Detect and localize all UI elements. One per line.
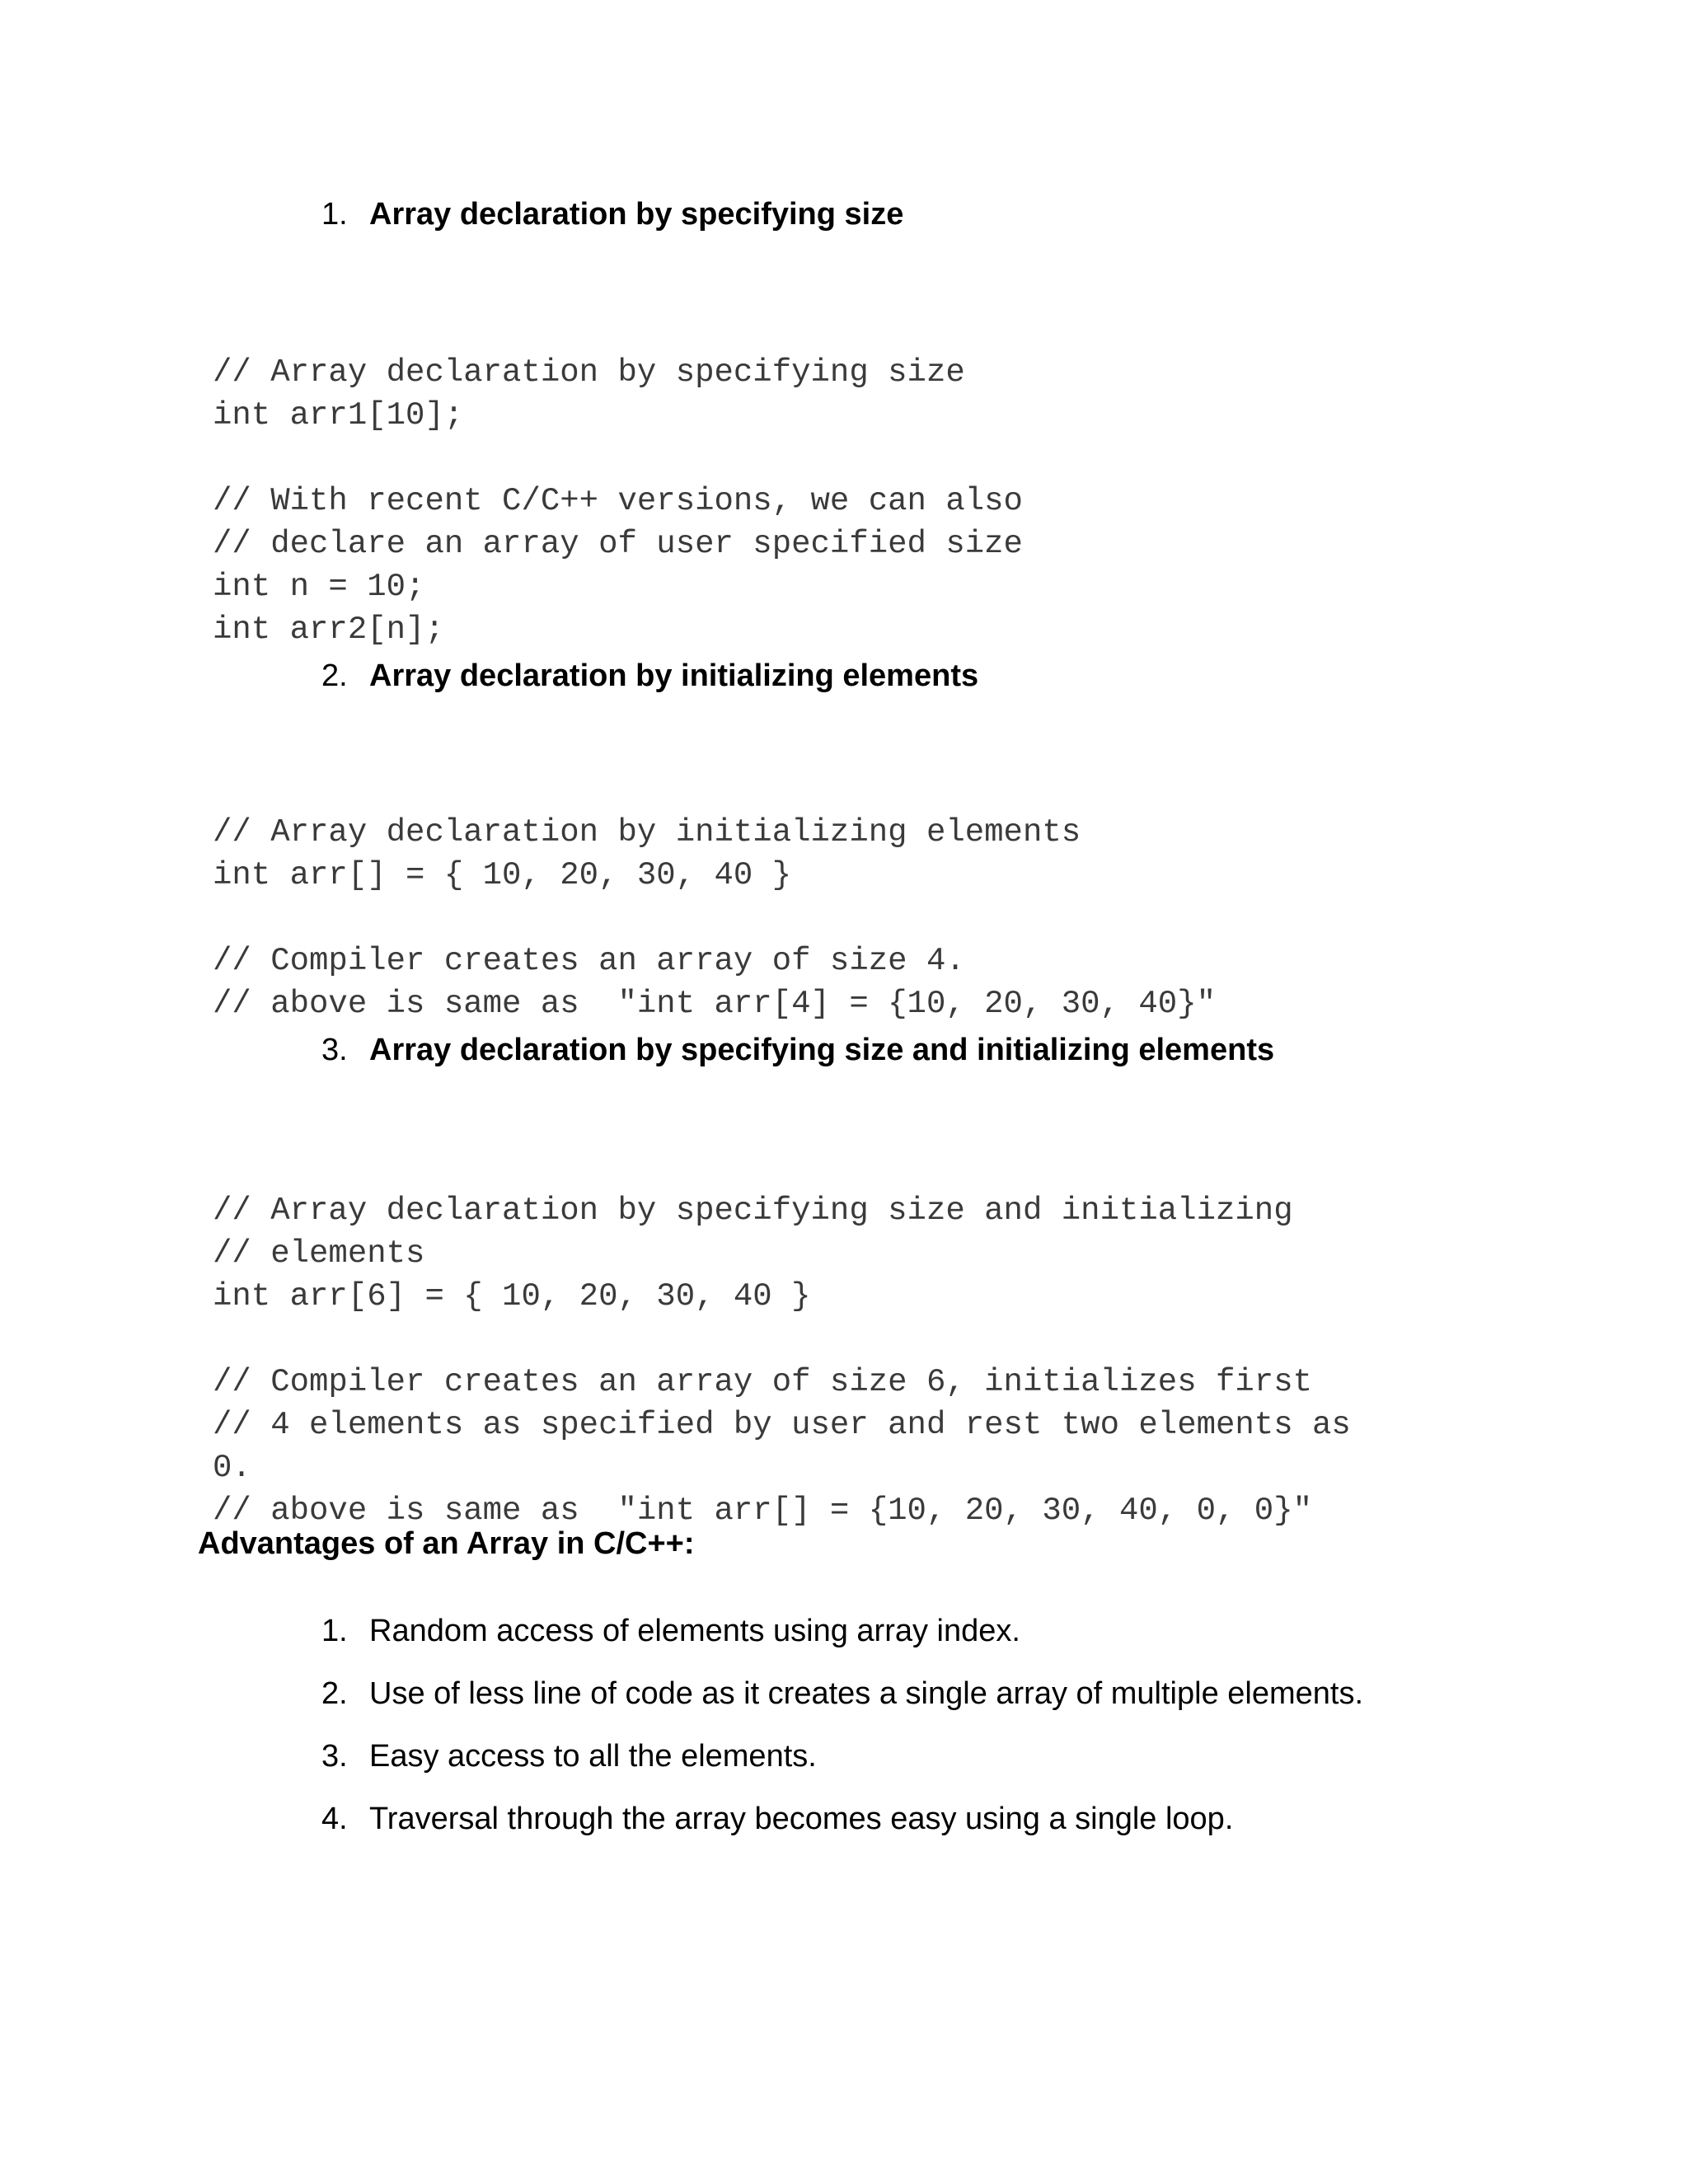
code-block-2 xyxy=(213,811,1216,1025)
code-line: // Array declaration by specifying size and initializing xyxy=(213,1193,1293,1229)
code-line xyxy=(213,437,1023,480)
code-line: // Compiler creates an array of size 6, initializes first xyxy=(213,1364,1313,1400)
code-line: // With recent C/C++ versions, we can also xyxy=(213,483,1023,519)
code-line xyxy=(213,1318,1351,1361)
code-line: // Array declaration by specifying size xyxy=(213,354,965,391)
code-line xyxy=(213,897,1216,940)
code-line: int arr[6] = { 10, 20, 30, 40 } xyxy=(213,1278,811,1315)
list-item xyxy=(321,1741,1363,1803)
section-heading-2 xyxy=(321,660,978,691)
code-line: // declare an array of user specified size xyxy=(213,526,1023,562)
code-line: // Array declaration by initializing elements xyxy=(213,814,1081,851)
list-item-text: Easy access to all the elements. xyxy=(369,1739,817,1774)
list-number: 4. xyxy=(321,1802,348,1836)
section-heading-1 xyxy=(321,199,903,230)
advantages-title: Advantages of an Array in C/C++: xyxy=(198,1526,695,1561)
code-line: 0. xyxy=(213,1450,251,1486)
list-number: 1. xyxy=(321,1614,348,1648)
list-number: 1. xyxy=(321,197,348,232)
code-line: // above is same as "int arr[] = {10, 20, 30, 40, 0, 0}" xyxy=(213,1493,1313,1529)
code-line: int arr2[n]; xyxy=(213,612,444,648)
list-number: 2. xyxy=(321,1676,348,1711)
list-item-text: Use of less line of code as it creates a single array of multiple elements. xyxy=(369,1676,1364,1711)
code-line: // elements xyxy=(213,1235,425,1272)
list-number: 3. xyxy=(321,1739,348,1774)
list-item xyxy=(321,1615,1363,1678)
code-line: // Compiler creates an array of size 4. xyxy=(213,943,965,979)
code-line: int n = 10; xyxy=(213,569,425,605)
list-number: 3. xyxy=(321,1033,348,1067)
list-item xyxy=(321,1678,1363,1741)
list-item xyxy=(321,1803,1363,1866)
code-block-3 xyxy=(213,1189,1351,1532)
heading-text: Array declaration by initializing elements xyxy=(369,658,979,693)
list-item-text: Random access of elements using array index. xyxy=(369,1614,1020,1648)
code-line: // 4 elements as specified by user and rest two elements as xyxy=(213,1407,1351,1443)
code-line: int arr[] = { 10, 20, 30, 40 } xyxy=(213,857,792,893)
code-block-1 xyxy=(213,351,1023,651)
heading-text: Array declaration by specifying size xyxy=(369,197,904,232)
section-heading-3 xyxy=(321,1034,1274,1066)
list-number: 2. xyxy=(321,658,348,693)
code-line: // above is same as "int arr[4] = {10, 20, 30, 40}" xyxy=(213,986,1216,1022)
heading-text: Array declaration by specifying size and initializing elements xyxy=(369,1033,1275,1067)
list-item-text: Traversal through the array becomes easy using a single loop. xyxy=(369,1802,1234,1836)
code-line: int arr1[10]; xyxy=(213,397,464,434)
advantages-list xyxy=(321,1615,1363,1866)
